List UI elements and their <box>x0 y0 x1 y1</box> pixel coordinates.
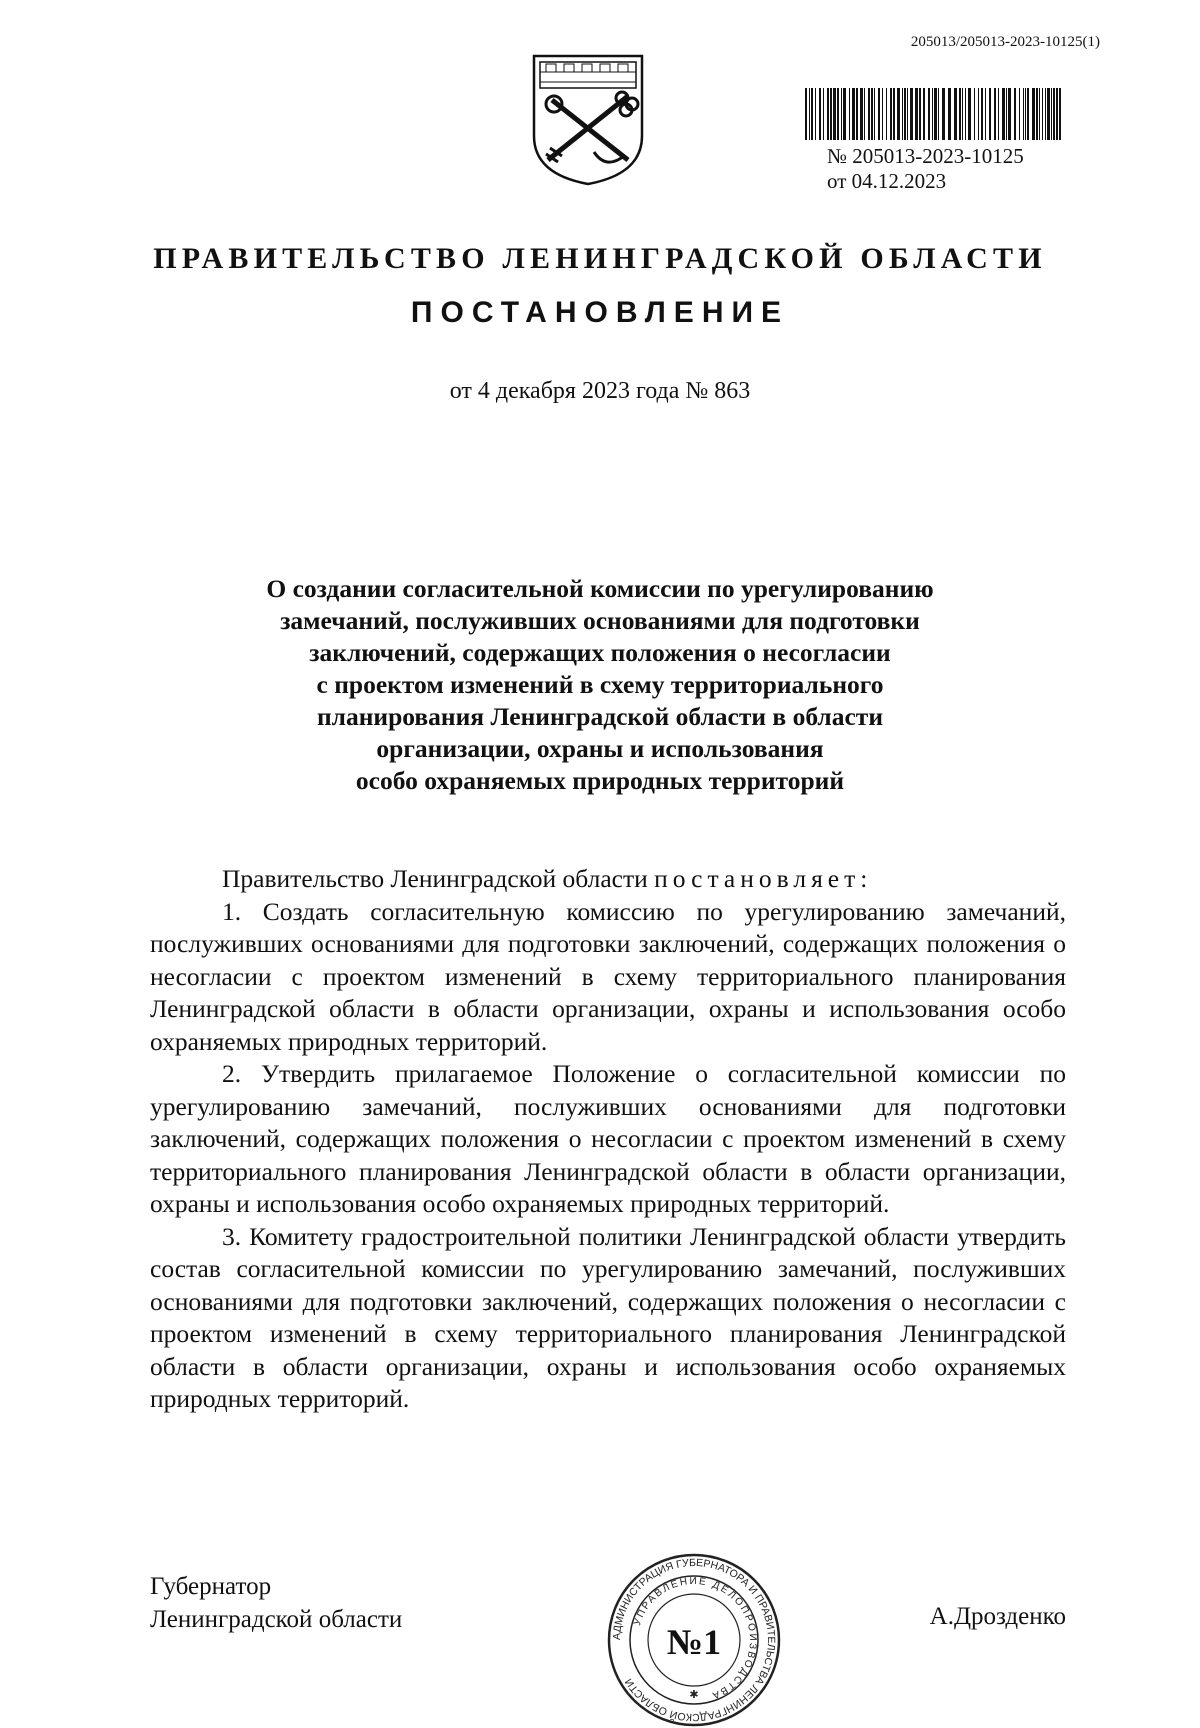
barcode-bar <box>904 88 906 140</box>
barcode-bar <box>860 88 863 140</box>
barcode-bar <box>1036 88 1038 140</box>
barcode-bar <box>954 88 957 140</box>
barcode-bar <box>965 88 966 140</box>
barcode-bar <box>811 88 813 140</box>
barcode-bar <box>864 88 865 140</box>
barcode-bar <box>878 88 880 140</box>
subject-line: организации, охраны и использования <box>376 734 824 763</box>
barcode-bar <box>849 88 850 140</box>
barcode-bar <box>1059 88 1061 140</box>
barcode-bar <box>1039 88 1040 140</box>
barcode-bar <box>815 88 816 140</box>
barcode-bar <box>907 88 908 140</box>
seal-number: №1 <box>666 1622 722 1662</box>
intro-verb: постановляет: <box>654 864 873 893</box>
barcode-bar <box>1006 88 1007 140</box>
barcode-bar <box>1008 88 1011 140</box>
barcode-bar <box>934 88 937 140</box>
barcode-bar <box>886 88 887 140</box>
barcode-bar <box>1014 88 1016 140</box>
barcode-bar <box>962 88 963 140</box>
government-title: ПРАВИТЕЛЬСТВО ЛЕНИНГРАДСКОЙ ОБЛАСТИ <box>153 242 1047 275</box>
barcode-bar <box>805 88 807 140</box>
barcode-bar <box>897 88 900 140</box>
barcode-bar <box>841 88 842 140</box>
seal-ring-textpath: АДМИНИСТРАЦИЯ ГУБЕРНАТОРА И ПРАВИТЕЛЬСТВА ЛЕНИНГРАДСКОЙ ОБЛАСТИ <box>610 1556 778 1724</box>
document-body <box>150 863 1066 1416</box>
barcode-bar <box>985 88 986 140</box>
barcode-bar <box>874 88 875 140</box>
barcode-bar <box>1025 88 1026 140</box>
subject-line: О создании согласительной комиссии по урегулированию <box>266 574 934 603</box>
subject-line: с проектом изменений в схему территориального <box>316 670 884 699</box>
barcode-bar <box>978 88 979 140</box>
barcode-bar <box>923 88 925 140</box>
barcode-bar <box>968 88 971 140</box>
subject-line: планирования Ленинградской области в области <box>316 702 884 731</box>
coat-of-arms-icon <box>528 52 648 188</box>
barcode-bar <box>1042 88 1043 140</box>
barcode-bar <box>902 88 903 140</box>
body-intro <box>150 863 1066 896</box>
signatory-name: А.Дрозденко <box>929 1603 1066 1630</box>
document-subject <box>150 573 1050 797</box>
official-seal <box>606 1552 782 1728</box>
position-line: Губернатор <box>150 1573 272 1600</box>
barcode-bar <box>856 88 858 140</box>
document-date: от 4 декабря 2023 года № 863 <box>449 378 751 404</box>
barcode-bar <box>837 88 839 140</box>
barcode-bar <box>1051 88 1052 140</box>
barcode-bar <box>932 88 933 140</box>
barcode-bar <box>893 88 895 140</box>
document-type: ПОСТАНОВЛЕНИЕ <box>410 296 790 329</box>
barcode-bar <box>823 88 824 140</box>
barcode-bar <box>819 88 821 140</box>
barcode-bar <box>915 88 918 140</box>
barcode-bar <box>928 88 930 140</box>
body-item-1: 1. Создать согласительную комиссию по урегулированию замечаний, послуживших основаниями для подготовки заключений, содержащих положения о несогласии с проектом изменений в схему территориального планирования Ленинградской области в области организации, охраны и использования особо охраняемых природных территорий. <box>150 896 1066 1056</box>
seal-star-icon: ✱ <box>689 1689 699 1701</box>
barcode-bar <box>994 88 996 140</box>
signatory-position <box>150 1570 402 1636</box>
barcode-bar <box>833 88 836 140</box>
barcode-bar <box>910 88 913 140</box>
barcode-bar <box>938 88 939 140</box>
barcode-bar <box>868 88 870 140</box>
barcode-bar <box>843 88 846 140</box>
barcode-bar <box>974 88 975 140</box>
barcode-bar <box>948 88 951 140</box>
body-item-2: 2. Утвердить прилагаемое Положение о согласительной комиссии по урегулированию замечаний, послуживших основаниями для подготовки заключений, содержащих положения о несогласии с проектом изменений в схему территориального планирования Ленинградской области в области организации, охраны и использования особо охраняемых природных территорий. <box>150 1059 1066 1218</box>
barcode-bar <box>1027 88 1029 140</box>
barcode-bar <box>827 88 829 140</box>
barcode-bar <box>830 88 832 140</box>
registration-date: от 04.12.2023 <box>827 169 947 193</box>
barcode-bar <box>1002 88 1005 140</box>
barcode-bar <box>959 88 961 140</box>
barcode-bar <box>882 88 883 140</box>
barcode-bar <box>981 88 983 140</box>
barcode-bar <box>809 88 810 140</box>
barcode-bar <box>942 88 945 140</box>
subject-line: замечаний, послуживших основаниями для подготовки <box>280 606 920 635</box>
barcode-bar <box>998 88 999 140</box>
barcode-bar <box>1019 88 1020 140</box>
subject-line: заключений, содержащих положения о несогласии <box>309 638 891 667</box>
barcode-icon <box>805 88 1063 140</box>
barcode-bar <box>1023 88 1024 140</box>
document-reference: 205013/205013-2023-10125(1) <box>910 34 1100 50</box>
body-item-3: 3. Комитету градостроительной политики Ленинградской области утвердить состав согласительной комиссии по урегулированию замечаний, послуживших основаниями для подготовки заключений, содержащих положения о несогласии с проектом изменений в схему территориального планирования Ленинградской области в области организации, охраны и использования особо охраняемых природных территорий. <box>150 1221 1066 1413</box>
subject-line: особо охраняемых природных территорий <box>355 766 845 795</box>
barcode-bar <box>1053 88 1055 140</box>
barcode-bar <box>989 88 991 140</box>
barcode-bar <box>1032 88 1035 140</box>
barcode-bar <box>1047 88 1050 140</box>
barcode-bar <box>871 88 873 140</box>
intro-text: Правительство Ленинградской области <box>222 864 648 893</box>
registration-block <box>827 144 1024 194</box>
barcode-bar <box>919 88 921 140</box>
barcode-bar <box>890 88 892 140</box>
barcode-bar <box>1045 88 1046 140</box>
registration-number: № 205013-2023-10125 <box>827 144 1024 168</box>
barcode-bar <box>1056 88 1058 140</box>
position-line: Ленинградской области <box>150 1606 403 1633</box>
barcode-bar <box>852 88 855 140</box>
seal-inner-textpath: УПРАВЛЕНИЕ ДЕЛОПРОИЗВОДСТВА <box>632 1575 759 1702</box>
